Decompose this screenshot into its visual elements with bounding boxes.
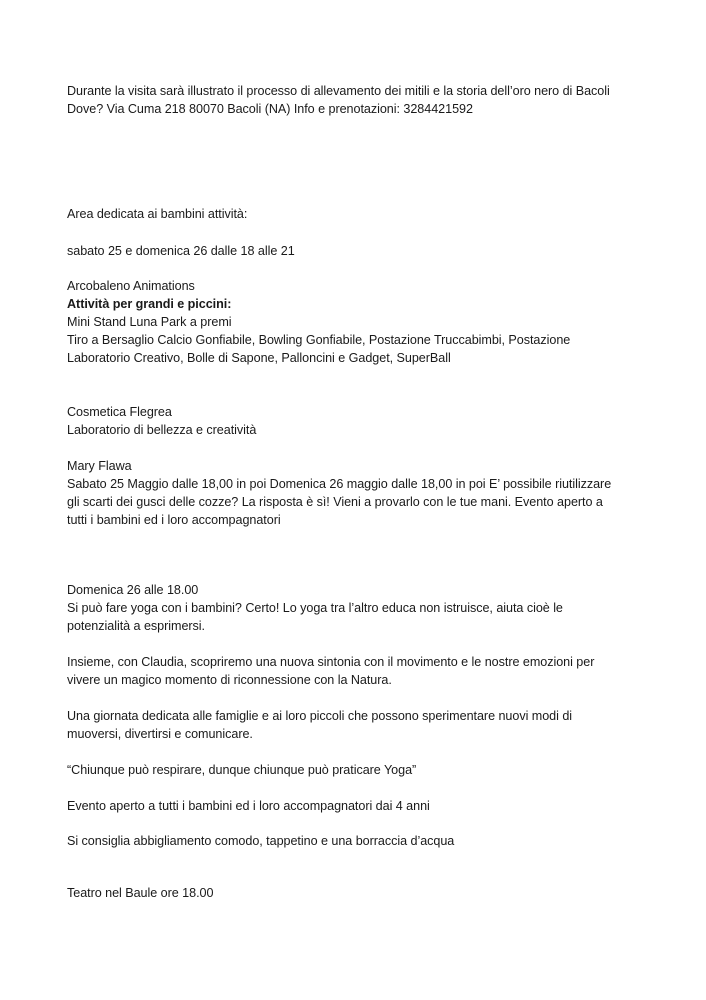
organizer-name: Arcobaleno Animations — [67, 279, 195, 293]
yoga-description-line: muoversi, divertirsi e comunicare. — [67, 727, 253, 741]
yoga-description-line: Una giornata dedicata alle famiglie e ai loro piccoli che possono sperimentare nuovi modi di — [67, 709, 573, 723]
event-description-line: Sabato 25 Maggio dalle 18,00 in poi Domenica 26 maggio dalle 18,00 in poi E’ possibile riutilizzare — [67, 477, 612, 491]
visit-address-line: Dove? Via Cuma 218 80070 Bacoli (NA) Info e prenotazioni: 3284421592 — [67, 102, 473, 116]
workshop-description: Laboratorio di bellezza e creatività — [67, 423, 257, 437]
activity-line: Tiro a Bersaglio Calcio Gonfiabile, Bowling Gonfiabile, Postazione Truccabimbi, Postazione — [67, 333, 571, 347]
theatre-event-heading: Teatro nel Baule ore 18.00 — [67, 886, 214, 900]
activities-heading: Attività per grandi e piccini: — [67, 297, 232, 311]
yoga-description-line: vivere un magico momento di riconnessione con la Natura. — [67, 673, 392, 687]
yoga-description-line: Si può fare yoga con i bambini? Certo! Lo yoga tra l’altro educa non istruisce, aiuta cioè le — [67, 601, 563, 615]
clothing-note: Si consiglia abbigliamento comodo, tappetino e una borraccia d’acqua — [67, 834, 455, 848]
yoga-description-line: potenzialità a esprimersi. — [67, 619, 205, 633]
event-description-line: gli scarti dei gusci delle cozze? La risposta è sì! Vieni a provarlo con le tue mani. Evento aperto a — [67, 495, 603, 509]
yoga-description-line: Insieme, con Claudia, scopriremo una nuova sintonia con il movimento e le nostre emozioni per — [67, 655, 595, 669]
organizer-name: Mary Flawa — [67, 459, 132, 473]
kids-area-schedule: sabato 25 e domenica 26 dalle 18 alle 21 — [67, 244, 295, 258]
organizer-name: Cosmetica Flegrea — [67, 405, 172, 419]
visit-description-line: Durante la visita sarà illustrato il processo di allevamento dei mitili e la storia dell’oro nero di Bacoli — [67, 84, 610, 98]
event-date-heading: Domenica 26 alle 18.00 — [67, 583, 199, 597]
kids-area-heading: Area dedicata ai bambini attività: — [67, 207, 248, 221]
yoga-quote: “Chiunque può respirare, dunque chiunque può praticare Yoga” — [67, 763, 417, 777]
activity-line: Mini Stand Luna Park a premi — [67, 315, 232, 329]
event-description-line: tutti i bambini ed i loro accompagnatori — [67, 513, 281, 527]
audience-note: Evento aperto a tutti i bambini ed i loro accompagnatori dai 4 anni — [67, 799, 430, 813]
activity-line: Laboratorio Creativo, Bolle di Sapone, Palloncini e Gadget, SuperBall — [67, 351, 451, 365]
